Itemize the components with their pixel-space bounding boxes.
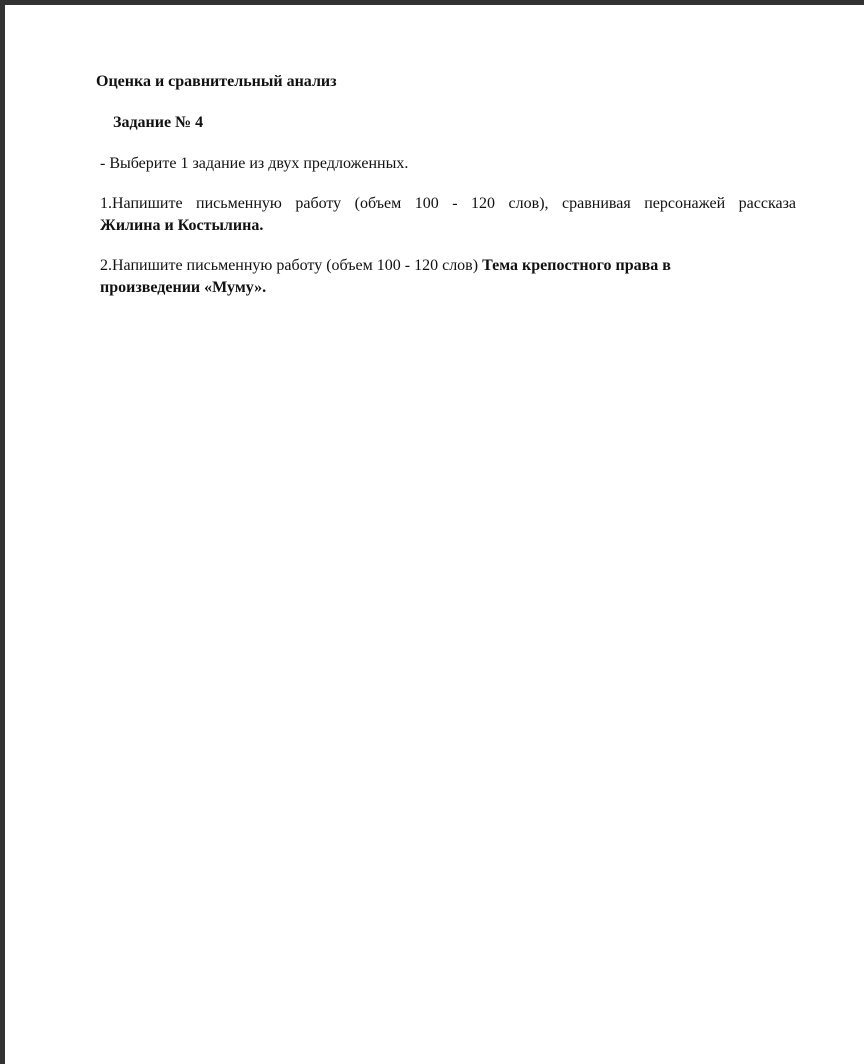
document-body [96,71,796,299]
task-item-1 [100,193,796,237]
document-heading: Оценка и сравнительный анализ [96,73,337,90]
task-item-2-bold-line1: Тема крепостного права в [482,257,671,274]
task-title: Задание № 4 [113,114,204,131]
task-item-1-text: 1.Напишите письменную работу (объем 100 - 120 слов), сравнивая персонажей рассказа [100,195,796,212]
task-item-1-bold: Жилина и Костылина. [100,217,264,234]
task-item-2-text: 2.Напишите письменную работу (объем 100 - 120 слов) [100,257,483,274]
instruction-text: - Выберите 1 задание из двух предложенных. [100,155,409,172]
task-item-2 [100,255,796,299]
document-page [5,5,864,1064]
task-item-2-bold-line2: произведении «Муму». [100,279,267,296]
